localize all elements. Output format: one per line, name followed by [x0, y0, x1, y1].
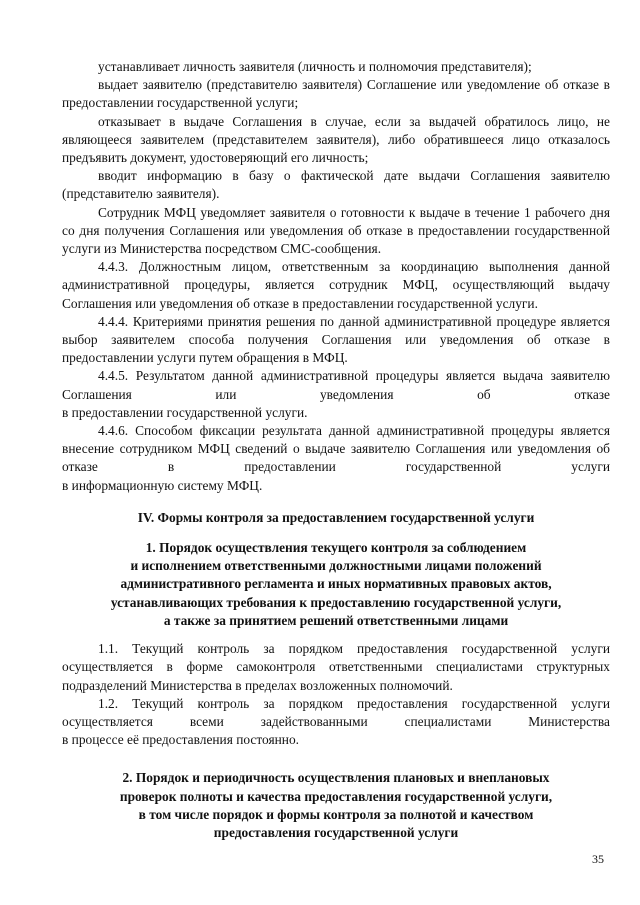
subheading-line: проверок полноты и качества предоставления государственной услуги, [119, 788, 553, 804]
paragraph: 1.1. Текущий контроль за порядком предоставления государственной услуги осуществляется в форме самоконтроля ответственными специалистами структурных подразделений Министерства в пределах возложенных полномочий. [62, 641, 610, 693]
section-heading: IV. Формы контроля за предоставлением государственной услуги [137, 509, 535, 525]
page-number: 35 [592, 852, 604, 866]
document-page [62, 58, 610, 842]
subheading-line: предоставления государственной услуги [213, 824, 459, 840]
paragraph: 4.4.4. Критериями принятия решения по данной административной процедуре является выбор заявителем способа получения Соглашения или уведомления об отказе в предоставлении услуги путем обращения в МФЦ. [62, 313, 610, 366]
paragraph: 1.2. Текущий контроль за порядком предоставления государственной услуги осуществляется всеми задействованными специалистами Министерства [62, 695, 610, 729]
subheading-line: а также за принятием решений ответственными лицами [163, 612, 509, 628]
paragraph: Сотрудник МФЦ уведомляет заявителя о готовности к выдаче в течение 1 рабочего дня со дня получения Соглашения или уведомления об отказе в предоставлении государственной услуги из Министерства посредством СМС-сообщения. [62, 204, 610, 257]
subheading-line: 1. Порядок осуществления текущего контроля за соблюдением [145, 540, 527, 556]
paragraph: 4.4.6. Способом фиксации результата данной административной процедуры является внесение сотрудником МФЦ сведений о выдаче заявителю Соглашения или уведомления об отказе в предоставлении государственной услуги [62, 423, 610, 475]
paragraph: 4.4.3. Должностным лицом, ответственным за координацию выполнения данной административной процедуры, является сотрудник МФЦ, осуществляющий выдачу Соглашения или уведомления об отказе в предоставлении государственной услуги. [62, 259, 610, 311]
subheading-line: административного регламента и иных нормативных правовых актов, [120, 576, 552, 592]
subheading-line: 2. Порядок и периодичность осуществления плановых и внеплановых [122, 770, 550, 786]
paragraph-continuation: в процессе её предоставления постоянно. [62, 732, 300, 748]
paragraph: отказывает в выдаче Соглашения в случае, если за выдачей обратилось лицо, не являющееся заявителем (представителем заявителя), либо обратившееся лицо отказалось предъявить документ, удостоверяющий его личность; [62, 113, 610, 166]
subheading-line: устанавливающих требования к предоставлению государственной услуги, [110, 594, 562, 610]
subheading-line: в том числе порядок и формы контроля за полнотой и качеством [138, 806, 534, 822]
paragraph: устанавливает личность заявителя (личность и полномочия представителя); [98, 59, 532, 74]
paragraph: вводит информацию в базу о фактической дате выдачи Соглашения заявителю (представителю заявителя). [62, 168, 610, 202]
subheading-2 [62, 769, 610, 842]
paragraph-continuation: в информационную систему МФЦ. [62, 477, 263, 493]
subheading-1 [62, 539, 610, 630]
subheading-line: и исполнением ответственными должностными лицами положений [130, 558, 542, 574]
paragraph-continuation: в предоставлении государственной услуги. [62, 404, 308, 420]
paragraph: выдает заявителю (представителю заявителя) Соглашение или уведомление об отказе в предоставлении государственной услуги; [62, 77, 610, 111]
paragraph: 4.4.5. Результатом данной административной процедуры является выдача заявителю Соглашения или уведомления об отказе [62, 368, 610, 402]
